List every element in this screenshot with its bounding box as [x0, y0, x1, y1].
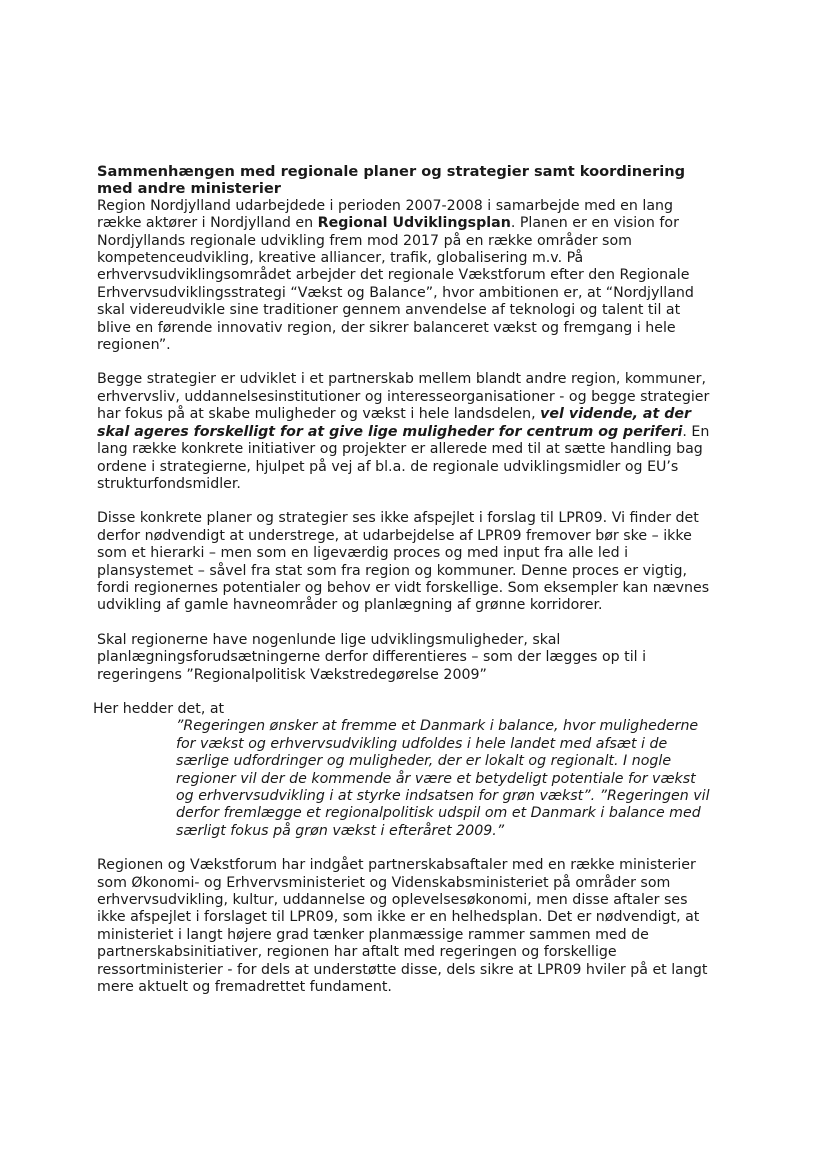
- paragraph-differentiation: Skal regionerne have nogenlunde lige udviklingsmuligheder, skal planlægningsforudsætningerne derfor differentieres – som der lægges op til i regeringens ”Regionalpolitisk Vækstredegørelse 2009”: [97, 631, 647, 683]
- document-body: [93, 163, 712, 996]
- strategies-emphasis: vel vidende, at der skal ageres forskelligt for at give lige muligheder for centrum og periferi: [97, 406, 691, 440]
- block-quote: ”Regeringen ønsker at fremme et Danmark i balance, hvor mulighederne for vækst og erhvervsudvikling udfoldes i hele landet med afsæt i de særlige udfordringer og muligheder, der er lokalt og regionalt. I nogle regioner vil der de kommende år være et betydeligt potentiale for vækst og erhvervsudvikling i at styrke indsatsen for grøn vækst”. ”Regeringen vil derfor fremlægge et regionalpolitisk udspil om et Danmark i balance med særligt fokus på grøn vækst i efteråret 2009.”: [176, 718, 710, 839]
- paragraph-lpr09: Disse konkrete planer og strategier ses ikke afspejlet i forslag til LPR09. Vi finder det derfor nødvendigt at understrege, at udarbejdelse af LPR09 fremover bør ske – ikke som et hierarki – men som en ligeværdig proces og med input fra alle led i plansystemet – såvel fra stat som fra region og kommuner. Denne proces er vigtig, fordi regionernes potentialer og behov er vidt forskellige. Som eksempler kan nævnes udvikling af gamle havneområder og planlægning af grønne korridorer.: [97, 510, 710, 614]
- paragraph-strategies: [97, 371, 712, 493]
- paragraph-strategies-text-1: Begge strategier er udviklet i et partnerskab mellem blandt andre region, kommuner, erhvervsliv, uddannelsesinstitutioner og interesseorganisationer - og begge strategier har fokus på at skabe muligheder og vækst i hele landsdelen,: [97, 371, 710, 423]
- paragraph-regional-plan-text-1: Region Nordjylland udarbejdede i perioden 2007-2008 i samarbejde med en lang række aktører i Nordjylland en: [97, 197, 674, 232]
- paragraph-regional-plan-text-2: . Planen er en vision for Nordjyllands regionale udvikling frem mod 2017 på en række områder som kompetenceudvikling, kreative alliancer, trafik, globalisering m.v. På erhvervsudviklingsområdet arbejder det regionale Vækstforum efter den Regionale Erhvervsudviklingsstrategi “Vækst og Balance”, hvor ambitionen er, at “Nordjylland skal videreudvikle sine traditioner gennem anvendelse af teknologi og talent til at blive en førende innovativ region, der sikrer balanceret vækst og fremgang i hele regionen”.: [97, 215, 694, 354]
- paragraph-partnerships: Regionen og Vækstforum har indgået partnerskabsaftaler med en række ministerier som Økonomi- og Erhvervsministeriet og Videnskabsministeriet på områder som erhvervsudvikling, kultur, uddannelse og oplevelsesøkonomi, men disse aftaler ses ikke afspejlet i forslaget til LPR09, som ikke er en helhedsplan. Det er nødvendigt, at ministeriet i langt højere grad tænker planmæssige rammer sammen med de partnerskabsinitiativer, regionen har aftalt med regeringen og forskellige ressortministerier - for dels at understøtte disse, dels sikre at LPR09 hviler på et langt mere aktuelt og fremadrettet fundament.: [97, 857, 708, 996]
- paragraph-strategies-text-2: . En lang række konkrete initiativer og projekter er allerede med til at sætte handling bag ordene i strategierne, hjulpet på vej af bl.a. de regionale udviklingsmidler og EU’s strukturfondsmidler.: [97, 423, 710, 492]
- regional-plan-emphasis: Regional Udviklingsplan: [317, 215, 511, 232]
- paragraph-regional-plan: [97, 198, 712, 355]
- section-heading: Sammenhængen med regionale planer og strategier samt koordinering med andre ministerier: [97, 163, 686, 198]
- quote-intro: Her hedder det, at: [93, 700, 225, 717]
